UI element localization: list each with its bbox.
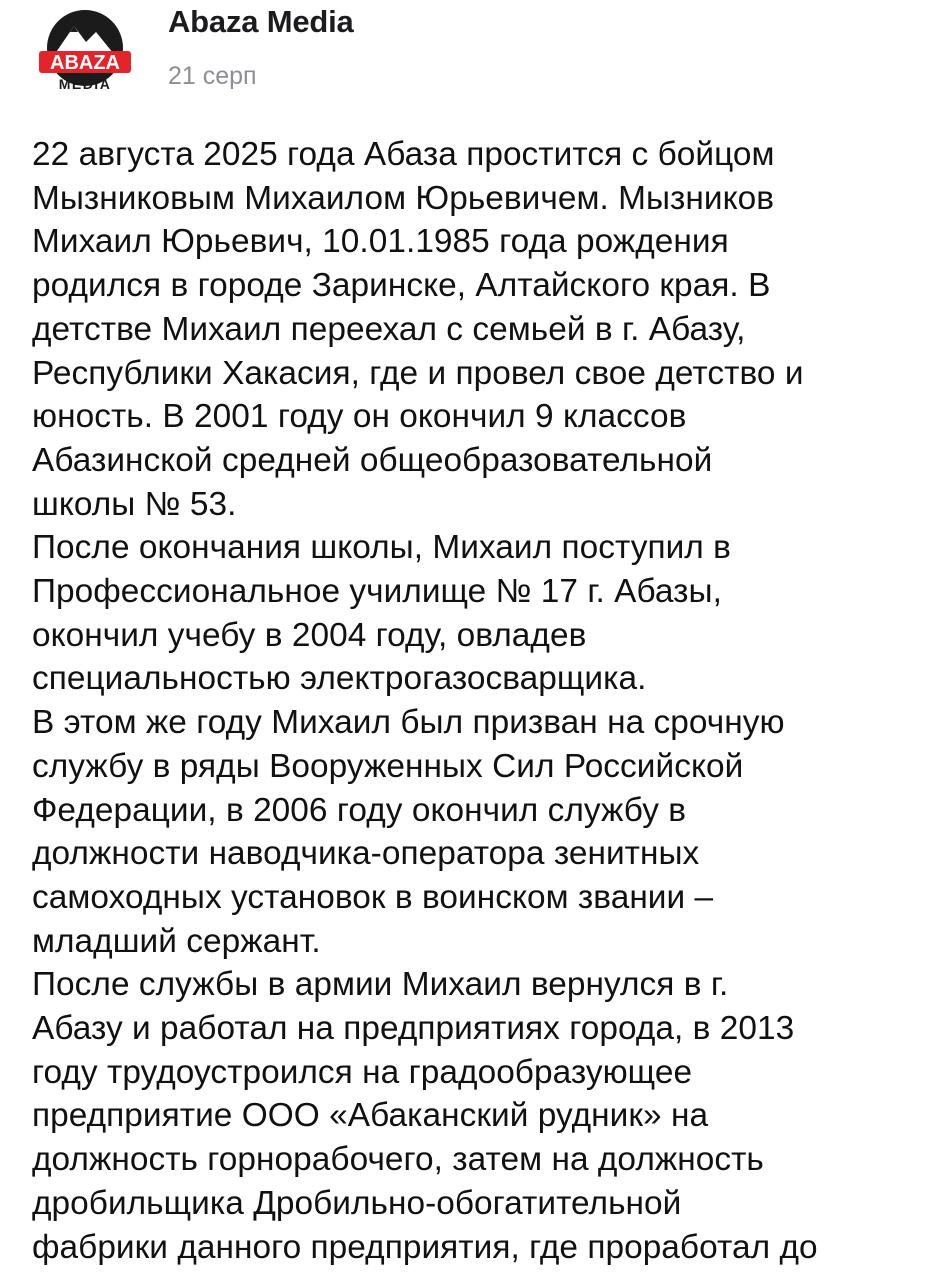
post-header bbox=[0, 0, 950, 110]
post-paragraph: После окончания школы, Михаил поступил в Профессиональное училище № 17 г. Абазы, окончил учебу в 2004 году, овладев специальностью электрогазосварщика. bbox=[32, 529, 731, 698]
post-paragraph: 22 августа 2025 года Абаза простится с бойцом Мызниковым Михаилом Юрьевичем. Мызников Михаил Юрьевич, 10.01.1985 года рождения родился в городе Заринске, Алтайского края. В детстве Михаил переехал с семьей в г. Абазу, Республики Хакасия, где и провел свое детство и юность. В 2001 году он окончил 9 классов Абазинской средней общеобразовательной школы № 53. bbox=[32, 136, 804, 523]
post-paragraph: В этом же году Михаил был призван на срочную службу в ряды Вооруженных Сил Российской Федерации, в 2006 году окончил службу в должности наводчика-оператора зенитных самоходных установок в воинском звании – младший сержант. bbox=[32, 704, 785, 960]
post-date[interactable]: 21 серп bbox=[168, 62, 257, 90]
logo-text-top: ABAZA bbox=[50, 52, 120, 74]
channel-avatar[interactable] bbox=[34, 6, 136, 102]
post-body bbox=[32, 133, 932, 1269]
abaza-media-logo-icon bbox=[34, 6, 136, 102]
logo-text-bottom: MEDIA bbox=[58, 76, 112, 92]
channel-name[interactable]: Abaza Media bbox=[168, 4, 354, 39]
post-paragraph: После службы в армии Михаил вернулся в г. Абазу и работал на предприятиях города, в 2013 году трудоустроился на градообразующее предприятие ООО «Абаканский рудник» на должность горнорабочего, затем на должность дробильщика Дробильно-обогатительной фабрики данного предприятия, где проработал до bbox=[32, 966, 818, 1266]
